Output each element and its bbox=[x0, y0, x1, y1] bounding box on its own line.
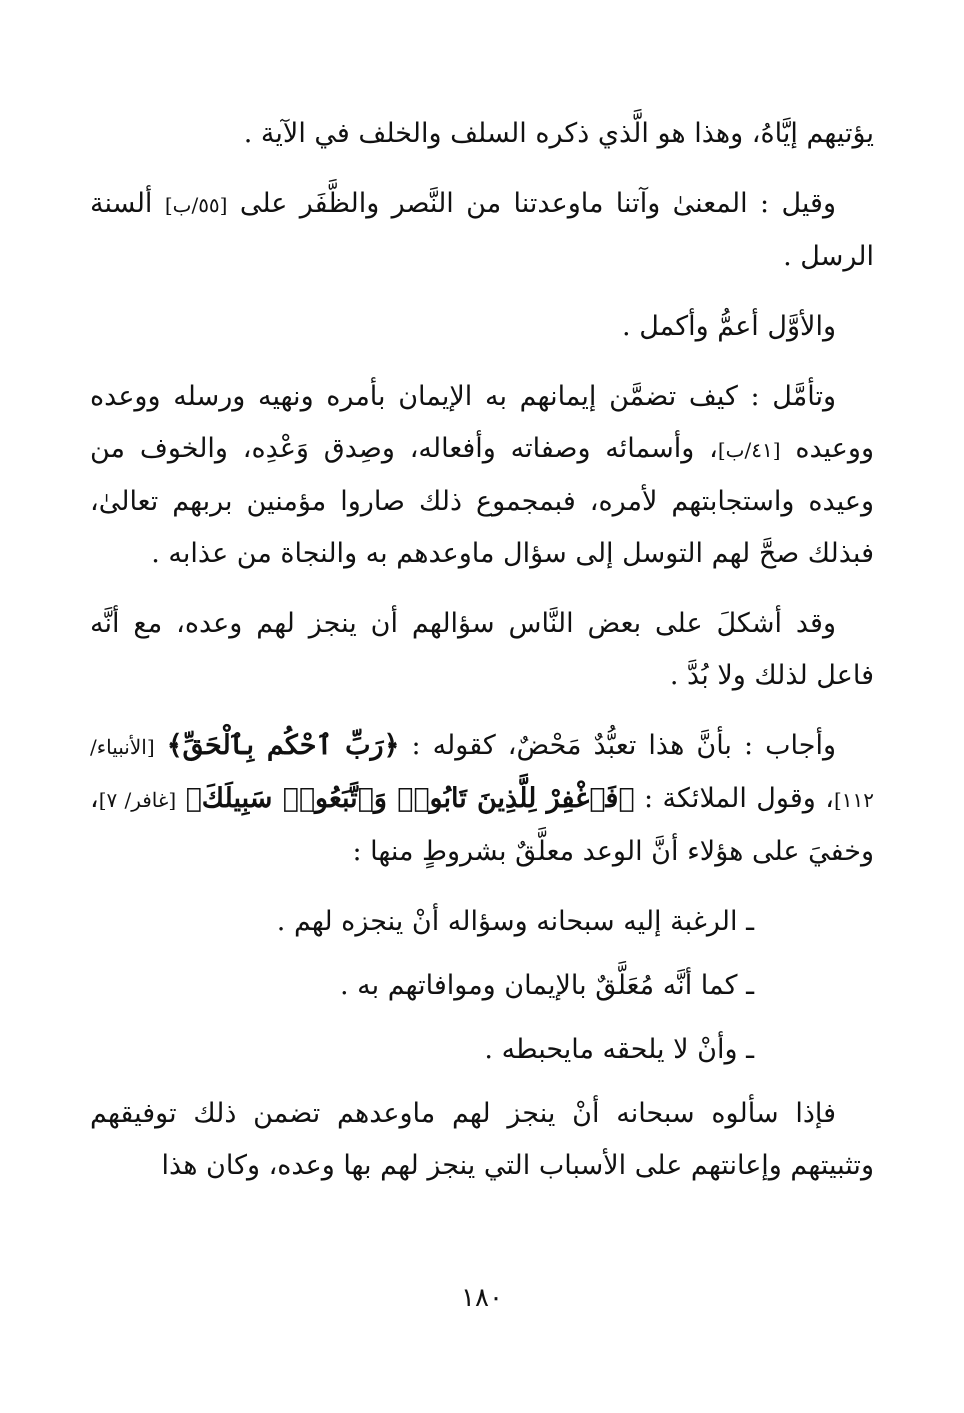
paragraph-4 bbox=[90, 371, 874, 580]
list-item bbox=[90, 896, 874, 948]
quran-verse: ﴿رَبِّ ٱحْكُم بِٱلْحَقِّ﴾ bbox=[166, 730, 400, 761]
paragraph-3 bbox=[90, 301, 874, 353]
paragraph-5 bbox=[90, 598, 874, 702]
text-run: ، وقول الملائكة : bbox=[634, 783, 834, 814]
text-run: ـ كما أنَّه مُعَلَّقٌ بالإيمان وموافاتهم به . bbox=[339, 970, 754, 1001]
text-run: وقد أشكلَ على بعض النَّاس سؤالهم أن ينجز لهم وعده، مع أنَّه فاعل لذلك ولا بُدَّ . bbox=[90, 608, 874, 691]
verse-citation: [غافر/ ٧] bbox=[98, 788, 177, 812]
text-run: وتأمَّل : كيف تضمَّن إيمانهم به الإيمان بأمره ونهيه ورسله ووعده ووعيده bbox=[90, 381, 874, 464]
text-run: وأجاب : بأنَّ هذا تعبُّدٌ مَحْضٌ، كقوله : bbox=[399, 730, 836, 761]
text-run: يؤتيهم إيَّاهُ، وهذا هو الَّذي ذكره السلف والخلف في الآية . bbox=[243, 118, 874, 149]
verse-citation: [الأنبياء/ ١١٢] bbox=[90, 735, 874, 812]
manuscript-ref: [٥٥/ب] bbox=[164, 193, 228, 217]
page-number: ١٨٠ bbox=[461, 1283, 503, 1313]
text-run bbox=[155, 730, 167, 761]
text-run: ـ وأنْ لا يلحقه مايحبطه . bbox=[484, 1034, 754, 1065]
text-run: ألسنة الرسل . bbox=[90, 188, 874, 272]
paragraph-10 bbox=[90, 1088, 874, 1192]
list-item bbox=[90, 960, 874, 1012]
quran-verse: ﴿فَٱغْفِرْ لِلَّذِينَ تَابُوا۟ وَٱتَّبَعُوا۟ سَبِيلَكَ﴾ bbox=[185, 783, 635, 814]
text-run bbox=[176, 783, 185, 814]
list-item bbox=[90, 1024, 874, 1076]
paragraph-1 bbox=[90, 108, 874, 160]
text-run: ـ الرغبة إليه سبحانه وسؤاله أنْ ينجزه لهم . bbox=[276, 906, 754, 937]
text-run: فإذا سألوه سبحانه أنْ ينجز لهم ماوعدهم تضمن ذلك توفيقهم وتثبيتهم وإعانتهم على الأسباب التي ينجز لهم بها وعده، وكان هذا bbox=[90, 1098, 874, 1181]
paragraph-2 bbox=[90, 178, 874, 283]
text-run: وقيل : المعنىٰ وآتنا ماوعدتنا من النَّصر والظَّفَر على bbox=[227, 188, 836, 219]
paragraph-6 bbox=[90, 720, 874, 878]
text-run: والأوَّل أعمُّ وأكمل . bbox=[622, 311, 836, 342]
manuscript-ref: [٤١/ب] bbox=[717, 438, 781, 462]
text-run: ، وخفيَ على هؤلاء أنَّ الوعد معلَّقٌ بشروطٍ منها : bbox=[90, 783, 874, 867]
text-run: ، وأسمائه وصفاته وأفعاله، وصِدق وَعْدِه، والخوف من وعيده واستجابتهم لأمره، فبمجموع ذلك صاروا مؤمنين بربهم تعالىٰ، فبذلك صحَّ لهم التوسل إلى سؤال ماوعدهم به والنجاة من عذابه . bbox=[90, 433, 874, 569]
